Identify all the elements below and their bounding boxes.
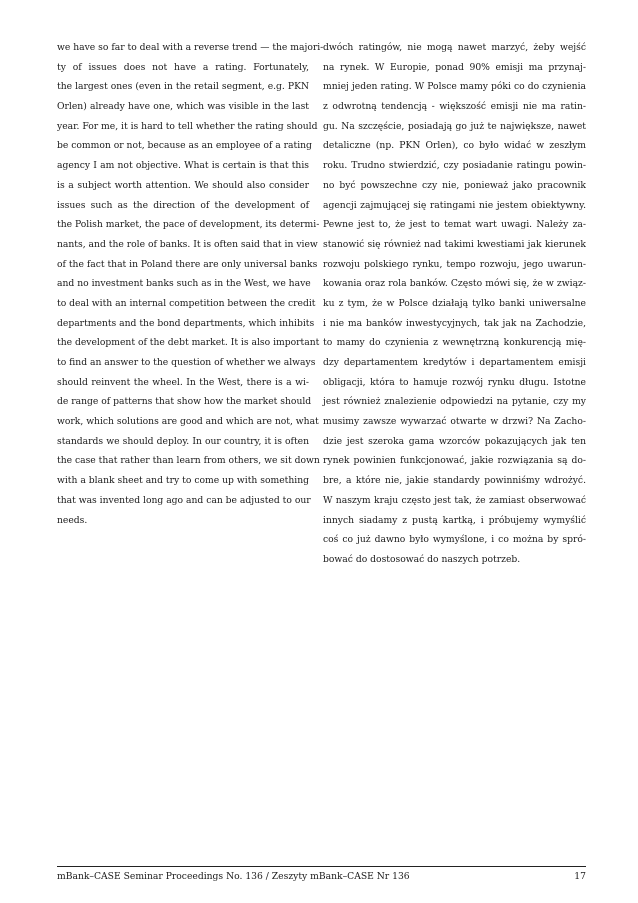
text-line: the largest ones (even in the retail segment, e.g. PKN [57,81,309,93]
text-line: agencji zajmującej się ratingami nie jestem obiektywny. [323,199,586,211]
journal-title: mBank–CASE Seminar Proceedings No. 136 / Zeszyty mBank–CASE Nr 136 [57,871,410,882]
page-number: 17 [574,871,586,882]
text-line: the development of the debt market. It is also important [57,337,320,349]
text-line: W naszym kraju często jest tak, że zamiast obserwować [323,494,586,506]
text-line: z odwrotną tendencją - większość emisji nie ma ratin- [323,101,586,113]
text-line: ty of issues does not have a rating. Fortunately, [57,61,309,73]
text-line: to mamy do czynienia z wewnętrzną konkurencją mię- [323,337,586,349]
text-line: and no investment banks such as in the West, we have [57,278,311,290]
text-line: to deal with an internal competition between the credit [57,297,316,309]
text-line: rozwoju polskiego rynku, tempo rozwoju, jego uwarun- [323,258,586,270]
text-line: is a subject worth attention. We should also consider [57,179,309,191]
text-line: nants, and the role of banks. It is often said that in view [57,238,318,250]
text-line: agency I am not objective. What is certain is that this [57,160,309,172]
text-line: coś co już dawno było wymyślone, i co można by spró- [323,534,586,546]
text-line: mniej jeden rating. W Polsce mamy póki co do czynienia [323,81,586,93]
text-line: standards we should deploy. In our country, it is often [57,435,309,447]
text-line: that was invented long ago and can be adjusted to our [57,494,311,506]
text-line: should reinvent the wheel. In the West, there is a wi- [57,376,309,388]
text-line: detaliczne (np. PKN Orlen), co było widać w zeszłym [323,140,586,152]
text-line: be common or not, because as an employee of a rating [57,140,312,152]
text-line: obligacji, która to hamuje rozwój rynku długu. Istotne [323,376,586,388]
text-line: needs. [57,514,88,526]
footer-divider [57,866,586,867]
text-line: gu. Na szczęście, posiadają go już te największe, nawet [323,120,586,132]
text-line: jest również znalezienie odpowiedzi na pytanie, czy my [323,396,586,408]
text-line: no być powszechne czy nie, ponieważ jako pracownik [323,179,586,191]
text-line: Orlen) already have one, which was visible in the last [57,101,309,113]
text-line: kowania oraz rola banków. Często mówi się, że w związ- [323,278,586,290]
text-line: departments and the bond departments, which inhibits [57,317,315,329]
text-line: issues such as the direction of the development of [57,199,309,211]
text-line: roku. Trudno stwierdzić, czy posiadanie ratingu powin- [323,160,586,172]
text-line: bre, a które nie, jakie standardy powinniśmy wdrożyć. [323,475,586,487]
text-line: dzy departamentem kredytów i departamentem emisji [323,357,586,368]
text-line: work, which solutions are good and which are not, what [57,416,319,428]
text-line: dwóch ratingów, nie mogą nawet marzyć, żeby wejść [323,42,586,53]
text-line: of the fact that in Poland there are only universal banks [57,258,318,270]
text-line: the case that rather than learn from others, we sit down [57,455,320,467]
polish-text-column [323,38,586,570]
text-line: stanowić się również nad takimi kwestiami jak kierunek [323,238,586,250]
text-line: musimy zawsze wywarzać otwarte w drzwi? Na Zacho- [323,416,586,428]
text-line: we have so far to deal with a reverse trend — the majori- [57,42,324,53]
english-text-column [57,38,324,530]
text-line: na rynek. W Europie, ponad 90% emisji ma przynaj- [323,61,586,73]
text-line: rynek powinien funkcjonować, jakie rozwiązania są do- [323,455,586,467]
text-line: bować do dostosować do naszych potrzeb. [323,553,521,565]
text-line: year. For me, it is hard to tell whether the rating should [57,120,318,132]
text-line: Pewne jest to, że jest to temat wart uwagi. Należy za- [323,219,586,231]
text-line: de range of patterns that show how the market should [57,396,312,408]
text-line: the Polish market, the pace of development, its determi- [57,219,320,231]
text-line: i nie ma banków inwestycyjnych, tak jak na Zachodzie, [323,317,586,329]
text-line: dzie jest szeroka gama wzorców pokazujących jak ten [323,435,586,447]
text-line: ku z tym, że w Polsce działają tylko banki uniwersalne [323,297,586,309]
text-line: innych siadamy z pustą kartką, i próbujemy wymyślić [323,514,586,526]
text-line: with a blank sheet and try to come up with something [57,475,309,487]
text-line: to find an answer to the question of whether we always [57,357,316,368]
